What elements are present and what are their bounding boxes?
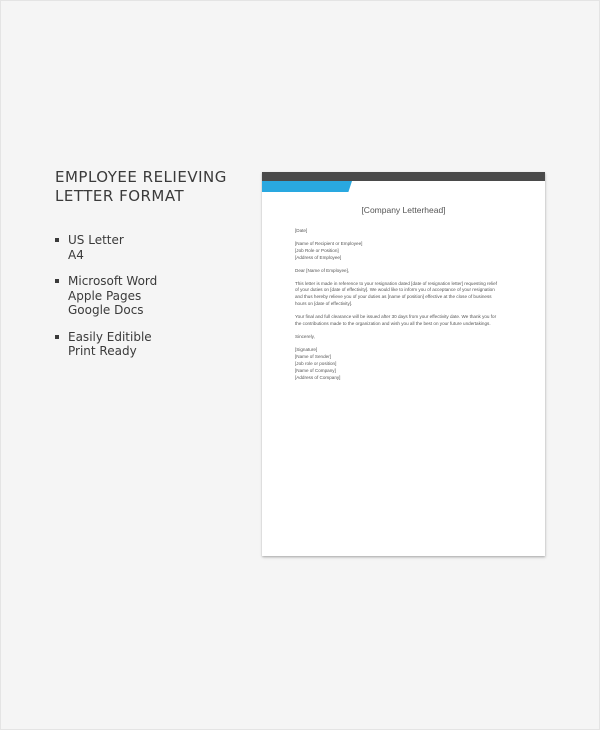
paragraph-line: hours on [date of effectivity]. [295,301,353,307]
salutation [295,268,520,275]
closing [295,334,520,341]
date-placeholder: [Date] [295,228,308,233]
letter-accent-bar [262,181,352,192]
feature-item: Google Docs [68,303,144,317]
bullet-icon [55,335,59,339]
feature-list [55,233,245,371]
recipient-line: [Address of Employee] [295,254,342,260]
recipient-block [295,241,520,262]
sender-line: [Name of Company] [295,367,336,373]
title-line-2: LETTER FORMAT [55,187,185,205]
feature-group-paper-size [55,233,245,262]
feature-item: Print Ready [68,344,137,358]
closing-text: Sincerely, [295,333,315,339]
feature-item: A4 [68,247,84,262]
paragraph-line: This letter is made in reference to your resignation dated [date of resignation letter] requesting relief [295,280,497,286]
sender-block [295,347,520,382]
paragraph-clearance [295,314,520,328]
feature-group-file-formats [55,274,245,318]
paragraph-resignation [295,281,520,309]
salutation-text: Dear [Name of Employee], [295,267,350,273]
letter-preview [262,172,545,556]
sender-line: [Job role or position] [295,360,337,366]
letter-date [295,228,520,235]
paragraph-line: and thus hereby relieve you of your duties as [name of position] effective at the close of business [295,294,492,300]
letter-body [295,228,520,387]
recipient-line: [Job Role or Position] [295,247,339,253]
sender-line: [Name of Sender] [295,353,332,359]
feature-item: Easily Editible [68,329,152,344]
document-title [55,168,245,206]
letter-header-bar [262,172,545,181]
feature-item: Microsoft Word [68,274,158,288]
company-letterhead: [Company Letterhead] [361,205,446,215]
sender-line: [Address of Company] [295,374,341,380]
paragraph-line: of your duties on [date of effectivity]. We would like to inform you of acceptance of your resignation [295,287,495,293]
feature-item: Apple Pages [68,288,142,303]
recipient-line: [Name of Recipient or Employee] [295,240,363,246]
paragraph-line: the contributions made to the organization and wish you all the best on your future undertakings. [295,321,491,327]
feature-item: US Letter [68,233,124,247]
paragraph-line: Your final and full clearance will be issued after 30 days from your effectivity date. We thank you for [295,314,497,320]
bullet-icon [55,238,59,242]
feature-group-usability [55,330,245,359]
title-line-1: EMPLOYEE RELIEVING [55,168,227,186]
sender-line: [Signature] [295,346,318,352]
bullet-icon [55,279,59,283]
